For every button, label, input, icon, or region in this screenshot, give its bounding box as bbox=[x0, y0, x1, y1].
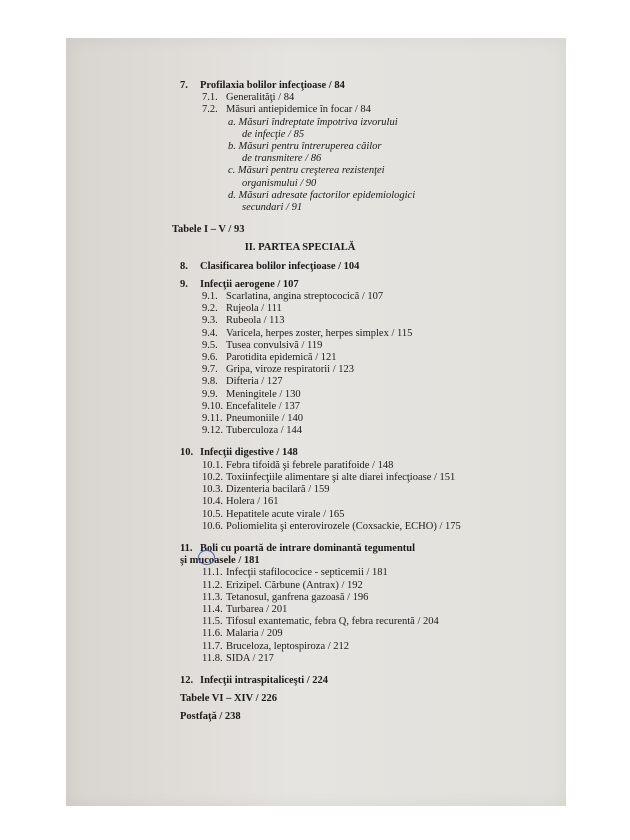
toc-entry bbox=[202, 628, 500, 640]
toc-entry bbox=[202, 484, 500, 496]
chapter-title: Clasificarea bolilor infecţioase / 104 bbox=[200, 260, 360, 272]
entry-text: Generalităţi / 84 bbox=[226, 92, 295, 104]
entry-text: Dizenteria bacilară / 159 bbox=[226, 484, 330, 496]
chapter-number: 11. bbox=[180, 542, 193, 554]
chapter-number: 7. bbox=[180, 80, 188, 91]
entry-text: Varicela, herpes zoster, herpes simplex / 115 bbox=[226, 327, 413, 339]
postfata-entry: Postfaţă / 238 bbox=[180, 711, 241, 723]
toc-entry bbox=[202, 376, 500, 388]
toc-entry bbox=[202, 567, 500, 579]
entry-text: Parotidita epidemică / 121 bbox=[226, 352, 337, 364]
entry-text: Erizipel. Cărbune (Antrax) / 192 bbox=[226, 579, 363, 591]
toc-entry bbox=[202, 521, 500, 533]
toc-entry bbox=[202, 413, 500, 425]
toc-entry bbox=[202, 425, 500, 437]
entry-text: Febra tifoidă şi febrele paratifoide / 148 bbox=[226, 459, 394, 471]
entry-text: Măsuri antiepidemice în focar / 84 bbox=[226, 104, 371, 116]
entry-number: 9.7. bbox=[202, 364, 218, 376]
toc-entry bbox=[202, 401, 500, 413]
entry-number: 11.5. bbox=[202, 616, 223, 628]
chapter-title: Profilaxia bolilor infecţioase / 84 bbox=[200, 80, 345, 91]
entry-text: Toxiinfecţiile alimentare şi alte diarei infecţioase / 151 bbox=[226, 471, 456, 483]
toc-entry bbox=[202, 352, 500, 364]
toc-entry bbox=[202, 641, 500, 653]
entry-text: Pneumoniile / 140 bbox=[226, 413, 303, 425]
toc-entry bbox=[202, 92, 500, 104]
chapter-8 bbox=[180, 261, 500, 273]
entry-text: Infecţii stafilococice - septicemii / 181 bbox=[226, 567, 388, 579]
entry-text: Rubeola / 113 bbox=[226, 315, 285, 327]
entry-text: Malaria / 209 bbox=[226, 628, 283, 640]
chapter-number: 8. bbox=[180, 260, 188, 272]
entry-number: 9.3. bbox=[202, 315, 218, 327]
toc-entry bbox=[202, 653, 500, 665]
entry-text: Scarlatina, angina streptococică / 107 bbox=[226, 291, 384, 303]
entry-number: 10.6. bbox=[202, 520, 223, 532]
entry-text: Turbarea / 201 bbox=[226, 603, 288, 615]
chapter-number: 10. bbox=[180, 447, 194, 459]
chapter-title: Infecţii intraspitaliceşti / 224 bbox=[200, 674, 329, 686]
toc-entry bbox=[202, 604, 500, 616]
entry-number: 10.3. bbox=[202, 484, 223, 496]
entry-text: Poliomielita şi enterovirozele (Coxsackie, ECHO) / 175 bbox=[226, 520, 461, 532]
entry-number: 9.5. bbox=[202, 339, 218, 351]
toc-subentry: c. Măsuri pentru creşterea rezistenţei bbox=[228, 165, 385, 177]
chapter-title: Boli cu poartă de intrare dominantă tegumentul bbox=[200, 542, 416, 554]
toc-subentry: a. Măsuri îndreptate împotriva izvorului bbox=[228, 116, 398, 128]
entry-number: 11.2. bbox=[202, 579, 223, 591]
toc-subentry-cont: secundari / 91 bbox=[242, 202, 303, 214]
toc-subentry-cont: de transmitere / 86 bbox=[242, 153, 322, 165]
entry-number: 10.4. bbox=[202, 496, 223, 508]
toc-entry bbox=[202, 291, 500, 303]
entry-number: 7.2. bbox=[202, 104, 218, 116]
entry-number: 9.6. bbox=[202, 352, 218, 364]
toc-entry bbox=[202, 616, 500, 628]
tables-entry: Tabele I – V / 93 bbox=[172, 224, 245, 236]
toc-subentry: d. Măsuri adresate factorilor epidemiologici bbox=[228, 189, 416, 201]
entry-number: 9.1. bbox=[202, 291, 218, 303]
entry-number: 9.4. bbox=[202, 327, 218, 339]
chapter-11 bbox=[180, 543, 500, 555]
entry-text: Hepatitele acute virale / 165 bbox=[226, 508, 345, 520]
toc-entry bbox=[202, 580, 500, 592]
entry-text: Tuberculoza / 144 bbox=[226, 425, 303, 437]
toc-entry bbox=[202, 592, 500, 604]
entry-text: Difteria / 127 bbox=[226, 376, 283, 388]
toc-entry bbox=[202, 496, 500, 508]
entry-text: Bruceloza, leptospiroza / 212 bbox=[226, 640, 350, 652]
toc-entry bbox=[202, 389, 500, 401]
entry-number: 11.8. bbox=[202, 652, 223, 664]
toc-subentry-cont: de infecţie / 85 bbox=[242, 128, 305, 140]
entry-number: 10.2. bbox=[202, 471, 223, 483]
entry-text: Holera / 161 bbox=[226, 496, 279, 508]
toc-entry bbox=[202, 364, 500, 376]
entry-text: Encefalitele / 137 bbox=[226, 400, 301, 412]
entry-number: 9.11. bbox=[202, 413, 223, 425]
chapter-10 bbox=[180, 447, 500, 459]
entry-number: 11.6. bbox=[202, 628, 223, 640]
toc-entry bbox=[202, 340, 500, 352]
chapter-9 bbox=[180, 279, 500, 291]
toc-entry bbox=[202, 104, 500, 116]
table-of-contents bbox=[172, 80, 500, 724]
entry-number: 10.5. bbox=[202, 508, 223, 520]
entry-number: 10.1. bbox=[202, 459, 223, 471]
chapter-7 bbox=[180, 80, 500, 92]
toc-entry bbox=[202, 472, 500, 484]
chapter-title-cont: şi mucoasele / 181 bbox=[180, 555, 260, 567]
chapter-12 bbox=[180, 675, 500, 687]
entry-number: 11.3. bbox=[202, 591, 223, 603]
chapter-number: 9. bbox=[180, 278, 188, 290]
part-heading: II. PARTEA SPECIALĂ bbox=[244, 242, 356, 254]
toc-entry bbox=[202, 328, 500, 340]
chapter-title: Infecţii aerogene / 107 bbox=[200, 278, 299, 290]
toc-entry bbox=[202, 303, 500, 315]
entry-text: Gripa, viroze respiratorii / 123 bbox=[226, 364, 354, 376]
chapter-title: Infecţii digestive / 148 bbox=[200, 447, 298, 459]
entry-text: Tusea convulsivă / 119 bbox=[226, 339, 323, 351]
entry-number: 11.4. bbox=[202, 603, 223, 615]
entry-text: Meningitele / 130 bbox=[226, 388, 301, 400]
entry-number: 9.9. bbox=[202, 388, 218, 400]
entry-text: Tifosul exantematic, febra Q, febra recurentă / 204 bbox=[226, 616, 439, 628]
entry-number: 9.10. bbox=[202, 400, 223, 412]
entry-text: Rujeola / 111 bbox=[226, 303, 282, 315]
entry-text: SIDA / 217 bbox=[226, 652, 274, 664]
entry-number: 11.1. bbox=[202, 567, 223, 579]
chapter-number: 12. bbox=[180, 674, 194, 686]
toc-entry bbox=[202, 509, 500, 521]
entry-number: 11.7. bbox=[202, 640, 223, 652]
toc-subentry-cont: organismului / 90 bbox=[242, 177, 317, 189]
entry-number: 9.2. bbox=[202, 303, 218, 315]
entry-number: 9.8. bbox=[202, 376, 218, 388]
pen-circle-mark bbox=[198, 550, 215, 565]
toc-entry bbox=[202, 460, 500, 472]
entry-number: 7.1. bbox=[202, 92, 218, 104]
tables-entry: Tabele VI – XIV / 226 bbox=[180, 693, 277, 705]
toc-entry bbox=[202, 315, 500, 327]
entry-text: Tetanosul, ganfrena gazoasă / 196 bbox=[226, 591, 369, 603]
entry-number: 9.12. bbox=[202, 425, 223, 437]
toc-subentry: b. Măsuri pentru întreruperea căilor bbox=[228, 141, 382, 153]
